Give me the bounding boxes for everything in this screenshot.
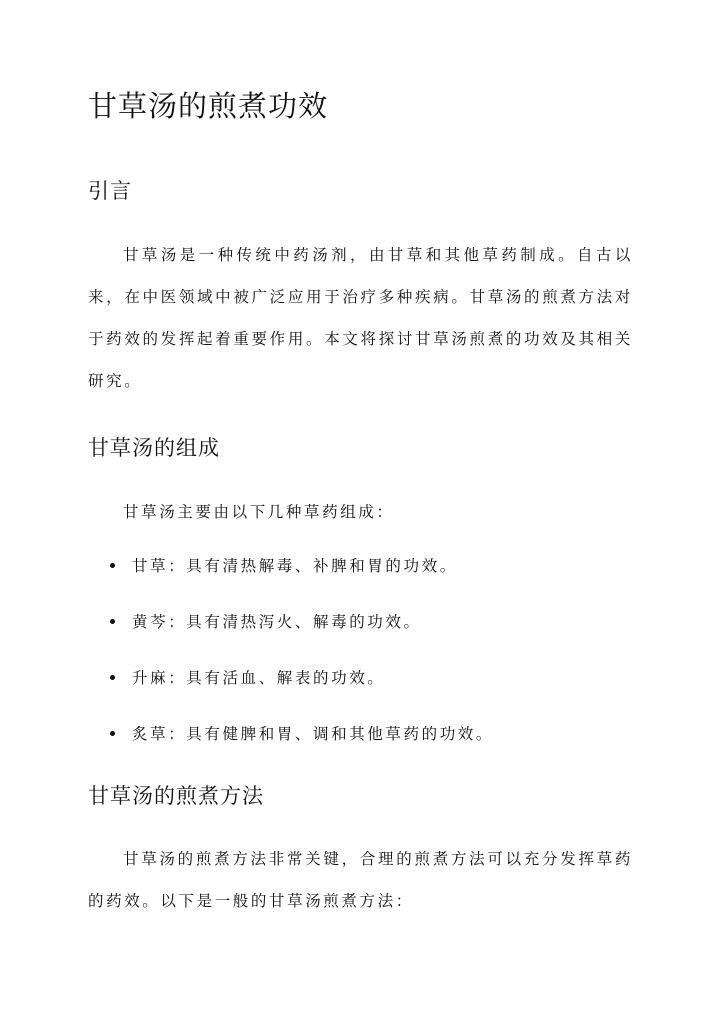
composition-paragraph: 甘草汤主要由以下几种草药组成： xyxy=(123,503,395,521)
list-item xyxy=(88,607,633,663)
intro-paragraph: 甘草汤是一种传统中药汤剂，由甘草和其他草药制成。自古以来，在中医领域中被广泛应用于治疗多种疾病。甘草汤的煎煮方法对于药效的发挥起着重要作用。本文将探讨甘草汤煎煮的功效及其相关研究。 xyxy=(88,246,633,390)
list-item-text: 炙草：具有健脾和胃、调和其他草药的功效。 xyxy=(132,725,495,743)
list-item xyxy=(88,551,633,607)
bullet-icon xyxy=(110,619,115,624)
method-paragraph: 甘草汤的煎煮方法非常关键，合理的煎煮方法可以充分发挥草药的药效。以下是一般的甘草汤煎煮方法： xyxy=(88,850,633,910)
section-heading-composition: 甘草汤的组成 xyxy=(88,436,220,460)
section-heading-method: 甘草汤的煎煮方法 xyxy=(88,784,264,808)
bullet-icon xyxy=(110,563,115,568)
herb-list xyxy=(88,551,633,775)
bullet-icon xyxy=(110,731,115,736)
bullet-icon xyxy=(110,675,115,680)
section-heading-intro: 引言 xyxy=(88,179,132,203)
list-item-text: 甘草：具有清热解毒、补脾和胃的功效。 xyxy=(132,557,458,575)
list-item xyxy=(88,719,633,775)
list-item-text: 黄芩：具有清热泻火、解毒的功效。 xyxy=(132,613,422,631)
list-item xyxy=(88,663,633,719)
list-item-text: 升麻：具有活血、解表的功效。 xyxy=(132,669,386,687)
document-title: 甘草汤的煎煮功效 xyxy=(88,89,329,123)
